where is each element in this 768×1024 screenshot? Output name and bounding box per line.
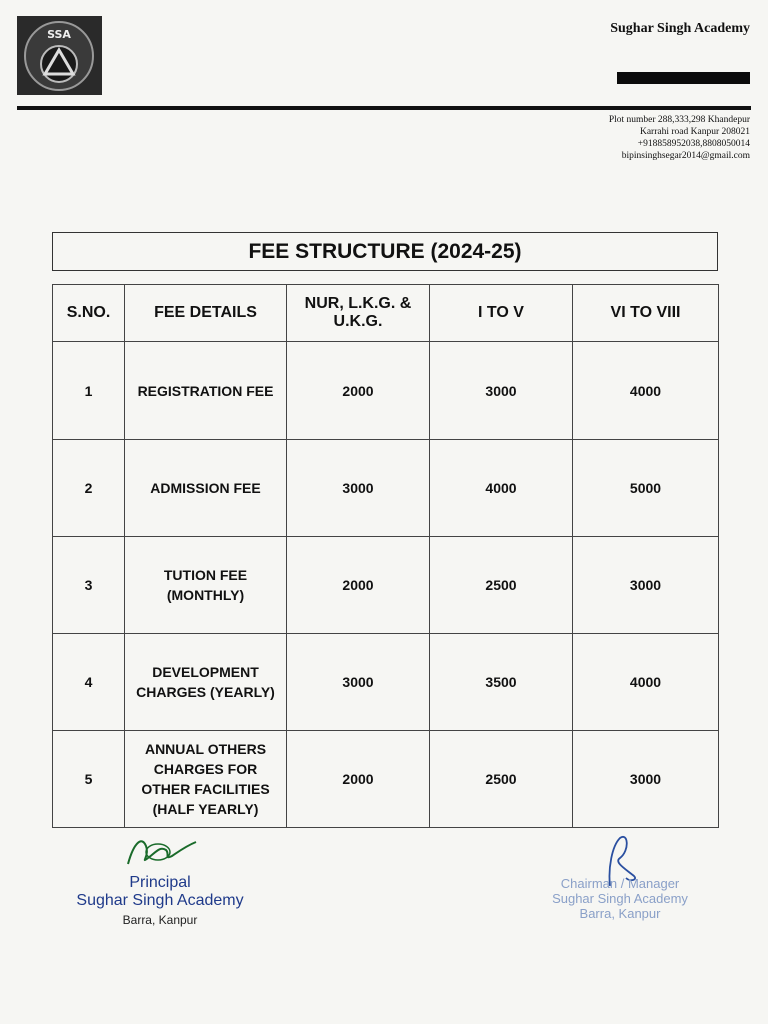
principal-signature-block (70, 832, 250, 927)
cell-fee-detail: ADMISSION FEE (125, 440, 287, 537)
table-row (53, 342, 719, 440)
table-header-row (53, 285, 719, 342)
col-header-nur-lkg-ukg: NUR, L.K.G. & U.K.G. (287, 285, 430, 342)
cell-nur-fee: 2000 (287, 342, 430, 440)
chairman-place: Barra, Kanpur (579, 906, 661, 921)
col-header-vi-to-viii: VI TO VIII (573, 285, 719, 342)
logo-lettering: SSA (47, 28, 71, 41)
cell-sno: 4 (53, 634, 125, 731)
cell-vi-viii-fee: 5000 (573, 440, 719, 537)
col-header-fee-details: FEE DETAILS (125, 285, 287, 342)
page-title: FEE STRUCTURE (2024-25) (52, 232, 718, 271)
cell-nur-fee: 2000 (287, 537, 430, 634)
cell-vi-viii-fee: 4000 (573, 634, 719, 731)
cell-nur-fee: 2000 (287, 731, 430, 828)
cell-fee-detail: ANNUAL OTHERS CHARGES FOR OTHER FACILITIES (HALF YEARLY) (125, 731, 287, 828)
cell-vi-viii-fee: 4000 (573, 342, 719, 440)
principal-signature-icon (120, 832, 200, 872)
phone-line: +918858952038,8808050014 (637, 139, 750, 149)
cell-i-v-fee: 2500 (430, 731, 573, 828)
table-row (53, 537, 719, 634)
email-line: bipinsinghsegar2014@gmail.com (621, 151, 750, 161)
fee-table (52, 284, 719, 828)
cell-fee-detail: REGISTRATION FEE (125, 342, 287, 440)
cell-i-v-fee: 2500 (430, 537, 573, 634)
cell-sno: 1 (53, 342, 125, 440)
cell-vi-viii-fee: 3000 (573, 537, 719, 634)
school-name: Sughar Singh Academy (610, 21, 750, 36)
cell-nur-fee: 3000 (287, 440, 430, 537)
cell-i-v-fee: 4000 (430, 440, 573, 537)
cell-sno: 5 (53, 731, 125, 828)
col-header-sno: S.NO. (53, 285, 125, 342)
cell-i-v-fee: 3500 (430, 634, 573, 731)
cell-nur-fee: 3000 (287, 634, 430, 731)
school-logo (17, 16, 102, 95)
table-row (53, 634, 719, 731)
redaction-bar (617, 72, 750, 84)
table-row (53, 440, 719, 537)
cell-sno: 2 (53, 440, 125, 537)
col-header-i-to-v: I TO V (430, 285, 573, 342)
address-line: Karrahi road Kanpur 208021 (639, 127, 750, 137)
table-row (53, 731, 719, 828)
chairman-signature-block (525, 832, 715, 921)
cell-fee-detail: DEVELOPMENT CHARGES (YEARLY) (125, 634, 287, 731)
header-rule (17, 106, 751, 110)
principal-org: Sughar Singh Academy (76, 892, 244, 909)
cell-i-v-fee: 3000 (430, 342, 573, 440)
address-block (560, 114, 750, 162)
cell-vi-viii-fee: 3000 (573, 731, 719, 828)
principal-place: Barra, Kanpur (122, 913, 198, 927)
chairman-title: Chairman / Manager (560, 876, 680, 891)
principal-title: Principal (129, 874, 191, 891)
chairman-org: Sughar Singh Academy (552, 891, 688, 906)
cell-fee-detail: TUTION FEE (MONTHLY) (125, 537, 287, 634)
address-line: Plot number 288,333,298 Khandepur (608, 115, 750, 125)
cell-sno: 3 (53, 537, 125, 634)
